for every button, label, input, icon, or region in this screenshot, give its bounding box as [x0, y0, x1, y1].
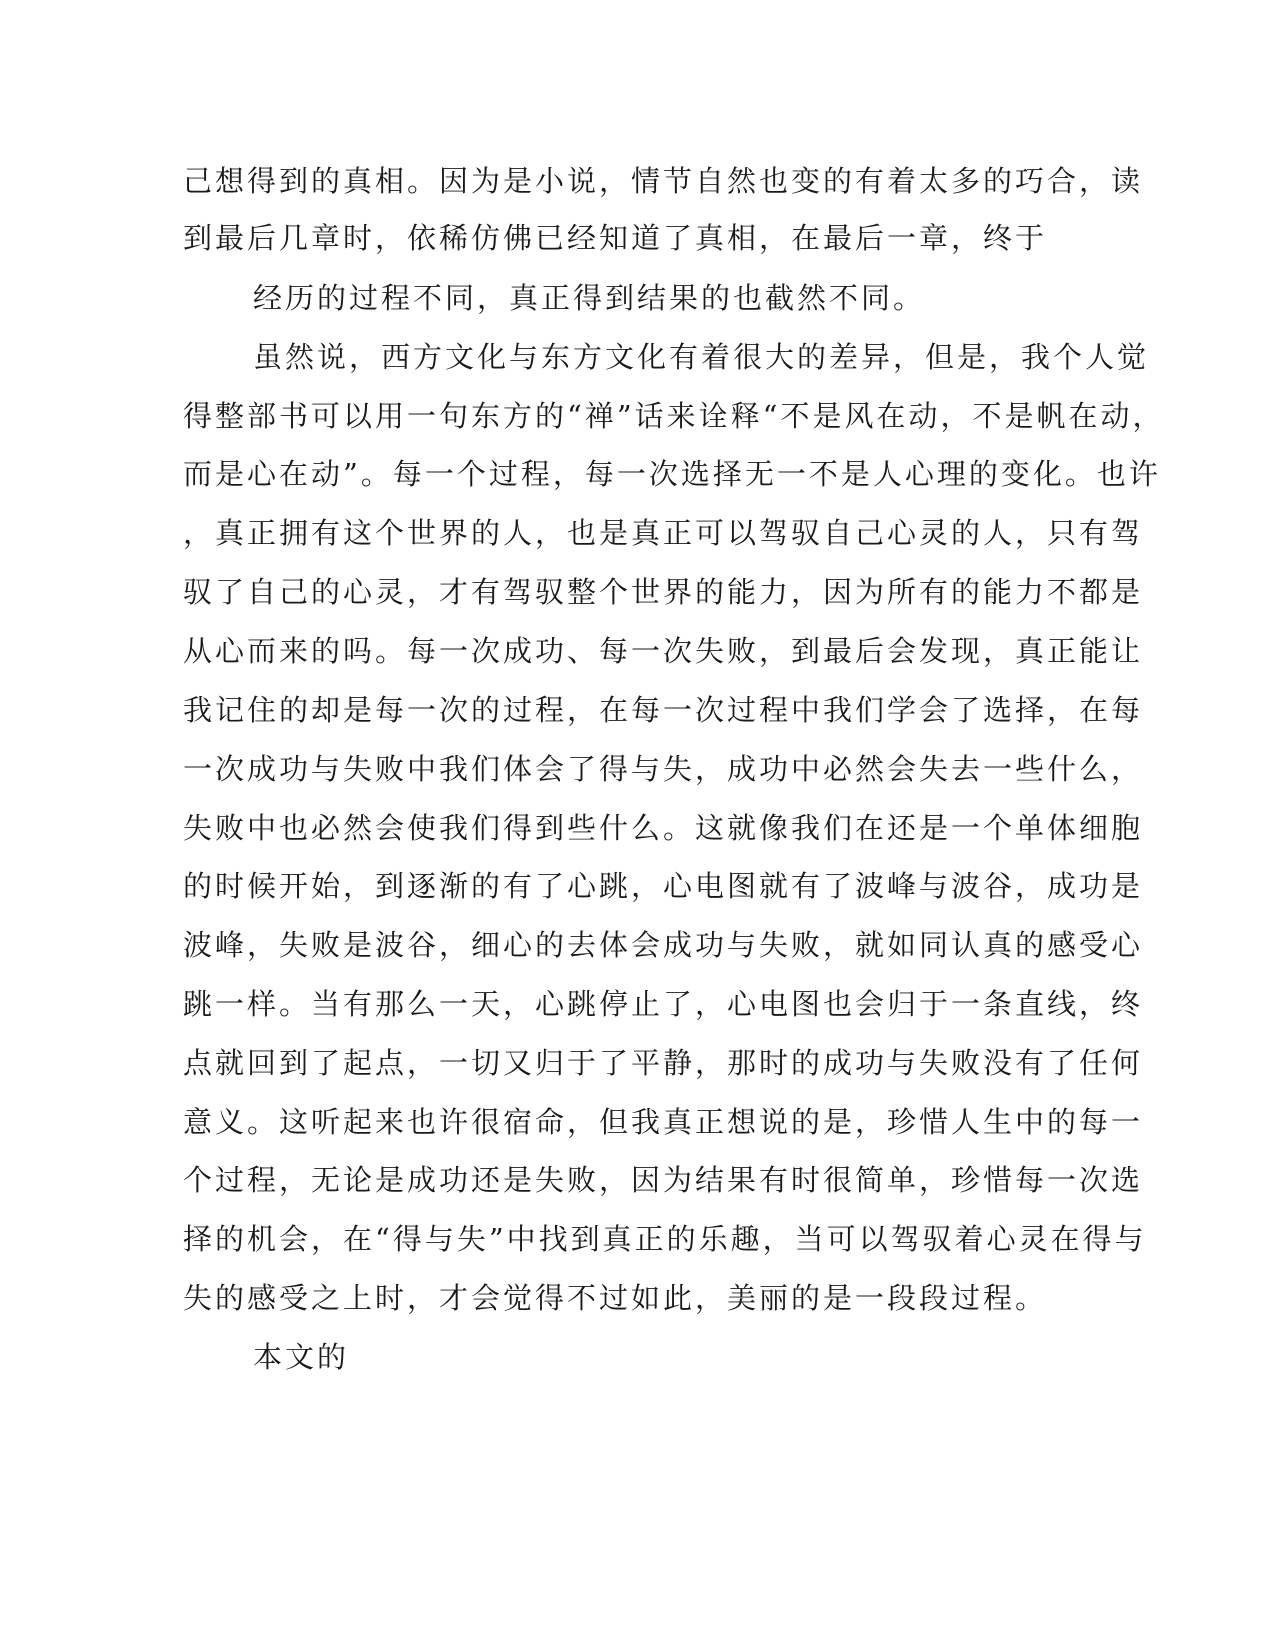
text-line: 意义。这听起来也许很宿命，但我真正想说的是，珍惜人生中的每一 [183, 1105, 1144, 1139]
text-line: 点就回到了起点，一切又归于了平静，那时的成功与失败没有了任何 [183, 1046, 1144, 1080]
text-line: 波峰，失败是波谷，细心的去体会成功与失败，就如同认真的感受心 [183, 928, 1144, 962]
text-line: 跳一样。当有那么一天，心跳停止了，心电图也会归于一条直线，终 [183, 987, 1144, 1021]
text-line: 个过程，无论是成功还是失败，因为结果有时很简单，珍惜每一次选 [183, 1163, 1144, 1197]
text-line: 己想得到的真相。因为是小说，情节自然也变的有着太多的巧合，读 [183, 164, 1144, 198]
text-line: 失败中也必然会使我们得到些什么。这就像我们在还是一个单体细胞 [183, 811, 1144, 845]
text-line: 我记住的却是每一次的过程，在每一次过程中我们学会了选择，在每 [183, 693, 1144, 727]
text-line: 而是心在动”。每一个过程，每一次选择无一不是人心理的变化。也许 [183, 457, 1161, 491]
text-line: 到最后几章时，依稀仿佛已经知道了真相，在最后一章，终于 [183, 221, 1048, 255]
paragraph-line: 虽然说，西方文化与东方文化有着很大的差异，但是，我个人觉 [253, 340, 1150, 374]
text-line: 的时候开始，到逐渐的有了心跳，心电图就有了波峰与波谷，成功是 [183, 869, 1144, 903]
paragraph-line: 经历的过程不同，真正得到结果的也截然不同。 [253, 281, 926, 315]
text-line: ，真正拥有这个世界的人，也是真正可以驾驭自己心灵的人，只有驾 [183, 516, 1144, 550]
text-line: 一次成功与失败中我们体会了得与失，成功中必然会失去一些什么， [183, 752, 1144, 786]
text-line: 择的机会，在“得与失”中找到真正的乐趣，当可以驾驭着心灵在得与 [183, 1222, 1147, 1256]
paragraph-line: 本文的 [253, 1340, 350, 1374]
text-line: 失的感受之上时，才会觉得不过如此，美丽的是一段段过程。 [183, 1281, 1048, 1315]
text-line: 驭了自己的心灵，才有驾驭整个世界的能力，因为所有的能力不都是 [183, 575, 1144, 609]
text-line: 得整部书可以用一句东方的“禅”话来诠释“不是风在动，不是帆在动， [183, 399, 1165, 433]
text-line: 从心而来的吗。每一次成功、每一次失败，到最后会发现，真正能让 [183, 634, 1144, 668]
